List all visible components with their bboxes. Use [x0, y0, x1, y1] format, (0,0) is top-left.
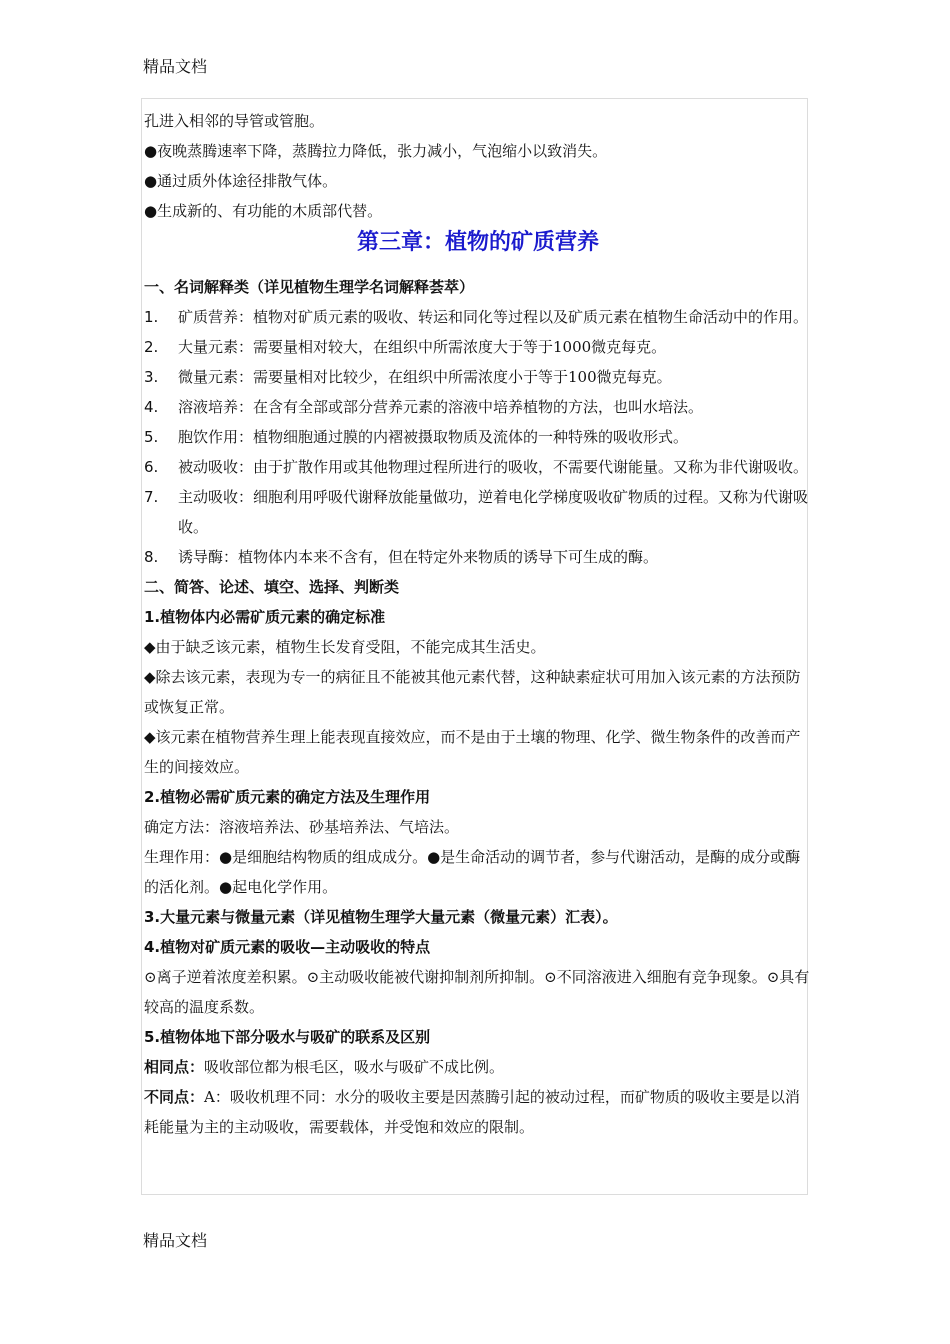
question-heading: 2.植物必需矿质元素的确定方法及生理作用 [144, 788, 431, 806]
list-item [144, 362, 812, 392]
list-item [144, 392, 812, 422]
list-item [144, 422, 812, 452]
label-diff: 不同点： [144, 1088, 205, 1106]
bullet-line: ●生成新的、有功能的木质部代替。 [144, 202, 383, 220]
paragraph [144, 1082, 812, 1142]
item-text: 主动吸收：细胞利用呼吸代谢释放能量做功，逆着电化学梯度吸收矿物质的过程。又称为代谢吸收。 [178, 488, 809, 536]
item-text: 大量元素：需要量相对较大，在组织中所需浓度大于等于1000微克每克。 [178, 338, 667, 356]
paragraph: ⊙离子逆着浓度差积累。⊙主动吸收能被代谢抑制剂所抑制。⊙不同溶液进入细胞有竞争现象。⊙具有较高的温度系数。 [144, 968, 810, 1016]
diff-text: A：吸收机理不同：水分的吸收主要是因蒸腾引起的被动过程，而矿物质的吸收主要是以消耗能量为主的主动吸收，需要载体，并受饱和效应的限制。 [144, 1088, 800, 1136]
page-footer: 精品文档 [143, 1231, 208, 1250]
item-text: 诱导酶：植物体内本来不含有，但在特定外来物质的诱导下可生成的酶。 [178, 548, 659, 566]
list-item [144, 332, 812, 362]
item-number: 6. [144, 458, 159, 476]
bullet-line: ●通过质外体途径排散气体。 [144, 172, 338, 190]
document-body [144, 106, 812, 1142]
list-item [144, 302, 812, 332]
chapter-title: 第三章：植物的矿质营养 [356, 230, 599, 255]
list-item [144, 482, 812, 542]
item-number: 7. [144, 488, 159, 506]
paragraph: 生理作用：●是细胞结构物质的组成成分。●是生命活动的调节者，参与代谢活动，是酶的成分或酶的活化剂。●起电化学作用。 [144, 848, 801, 896]
item-number: 2. [144, 338, 159, 356]
item-number: 5. [144, 428, 159, 446]
item-number: 3. [144, 368, 159, 386]
label-same: 相同点： [144, 1058, 205, 1076]
paragraph: 孔进入相邻的导管或管胞。 [144, 112, 325, 130]
paragraph [144, 1052, 812, 1082]
list-item [144, 452, 812, 482]
question-heading: 5.植物体地下部分吸水与吸矿的联系及区别 [144, 1028, 431, 1046]
item-text: 胞饮作用：植物细胞通过膜的内褶被摄取物质及流体的一种特殊的吸收形式。 [178, 428, 689, 446]
page-header: 精品文档 [143, 57, 208, 76]
question-heading: 3.大量元素与微量元素（详见植物生理学大量元素（微量元素）汇表）。 [144, 908, 618, 926]
question-heading: 1.植物体内必需矿质元素的确定标准 [144, 608, 386, 626]
paragraph: ◆除去该元素，表现为专一的病征且不能被其他元素代替，这种缺素症状可用加入该元素的方法预防或恢复正常。 [144, 668, 801, 716]
paragraph: ◆由于缺乏该元素，植物生长发育受阻，不能完成其生活史。 [144, 638, 546, 656]
item-number: 8. [144, 548, 159, 566]
section-heading: 一、名词解释类（详见植物生理学名词解释荟萃） [144, 278, 475, 296]
item-text: 被动吸收：由于扩散作用或其他物理过程所进行的吸收，不需要代谢能量。又称为非代谢吸收。 [178, 458, 809, 476]
paragraph: 确定方法：溶液培养法、砂基培养法、气培法。 [144, 818, 460, 836]
bullet-line: ●夜晚蒸腾速率下降，蒸腾拉力降低，张力减小，气泡缩小以致消失。 [144, 142, 608, 160]
question-heading: 4.植物对矿质元素的吸收—主动吸收的特点 [144, 938, 431, 956]
list-item [144, 542, 812, 572]
section-heading: 二、简答、论述、填空、选择、判断类 [144, 578, 400, 596]
item-number: 1. [144, 308, 159, 326]
item-text: 矿质营养：植物对矿质元素的吸收、转运和同化等过程以及矿质元素在植物生命活动中的作用。 [178, 308, 809, 326]
item-text: 微量元素：需要量相对比较少，在组织中所需浓度小于等于100微克每克。 [178, 368, 672, 386]
item-text: 溶液培养：在含有全部或部分营养元素的溶液中培养植物的方法，也叫水培法。 [178, 398, 704, 416]
same-text: 吸收部位都为根毛区，吸水与吸矿不成比例。 [204, 1058, 505, 1076]
paragraph: ◆该元素在植物营养生理上能表现直接效应，而不是由于土壤的物理、化学、微生物条件的改善而产生的间接效应。 [144, 728, 801, 776]
item-number: 4. [144, 398, 159, 416]
